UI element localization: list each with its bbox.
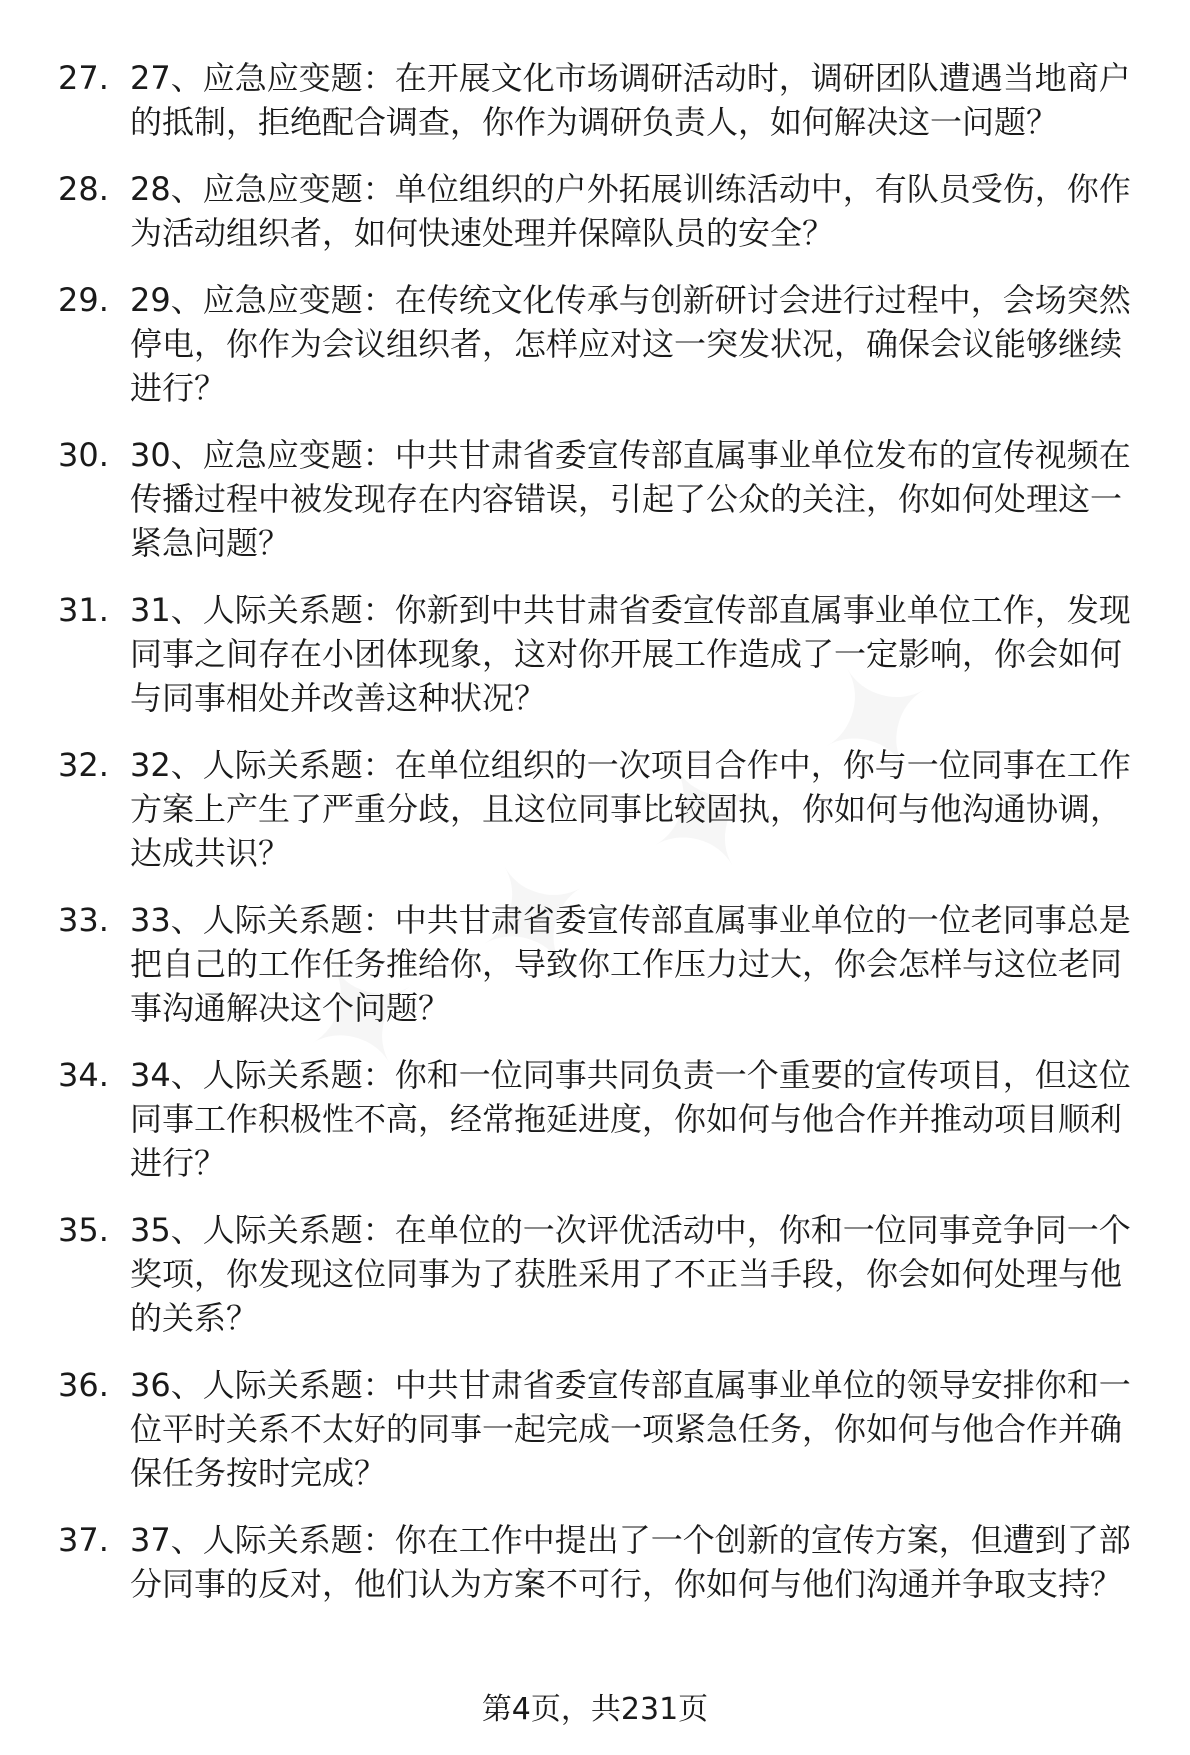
question-number: 29.: [58, 281, 109, 319]
question-text: 36、人际关系题：中共甘肃省委宣传部直属事业单位的领导安排你和一位平时关系不太好的同事一起完成一项紧急任务，你如何与他合作并确保任务按时完成？: [130, 1366, 1131, 1492]
question-number: 28.: [58, 170, 109, 208]
question-item-31: [58, 588, 1148, 720]
question-item-33: [58, 898, 1148, 1030]
question-text: 37、人际关系题：你在工作中提出了一个创新的宣传方案，但遭到了部分同事的反对，他们认为方案不可行，你如何与他们沟通并争取支持？: [130, 1521, 1131, 1603]
question-text: 27、应急应变题：在开展文化市场调研活动时，调研团队遭遇当地商户的抵制，拒绝配合调查，你作为调研负责人，如何解决这一问题？: [130, 59, 1131, 141]
question-number: 37.: [58, 1521, 109, 1559]
question-item-34: [58, 1053, 1148, 1185]
question-text: 33、人际关系题：中共甘肃省委宣传部直属事业单位的一位老同事总是把自己的工作任务推给你，导致你工作压力过大，你会怎样与这位老同事沟通解决这个问题？: [130, 901, 1131, 1027]
question-number: 36.: [58, 1366, 109, 1404]
question-number: 27.: [58, 59, 109, 97]
question-number: 35.: [58, 1211, 109, 1249]
question-text: 34、人际关系题：你和一位同事共同负责一个重要的宣传项目，但这位同事工作积极性不高，经常拖延进度，你如何与他合作并推动项目顺利进行？: [130, 1056, 1131, 1182]
question-text: 35、人际关系题：在单位的一次评优活动中，你和一位同事竞争同一个奖项，你发现这位同事为了获胜采用了不正当手段，你会如何处理与他的关系？: [130, 1211, 1131, 1337]
question-number: 32.: [58, 746, 109, 784]
page-footer: 第4页，共231页: [481, 1692, 709, 1727]
question-number: 30.: [58, 436, 109, 474]
question-text: 31、人际关系题：你新到中共甘肃省委宣传部直属事业单位工作，发现同事之间存在小团体现象，这对你开展工作造成了一定影响，你会如何与同事相处并改善这种状况？: [130, 591, 1131, 717]
question-number: 33.: [58, 901, 109, 939]
question-text: 32、人际关系题：在单位组织的一次项目合作中，你与一位同事在工作方案上产生了严重分歧，且这位同事比较固执，你如何与他沟通协调，达成共识？: [130, 746, 1131, 872]
question-item-28: [58, 167, 1148, 255]
question-list: [58, 56, 1148, 1629]
question-item-36: [58, 1363, 1148, 1495]
question-item-37: [58, 1518, 1148, 1606]
question-item-27: [58, 56, 1148, 144]
question-text: 30、应急应变题：中共甘肃省委宣传部直属事业单位发布的宣传视频在传播过程中被发现存在内容错误，引起了公众的关注，你如何处理这一紧急问题？: [130, 436, 1131, 562]
question-item-29: [58, 278, 1148, 410]
question-text: 28、应急应变题：单位组织的户外拓展训练活动中，有队员受伤，你作为活动组织者，如何快速处理并保障队员的安全？: [130, 170, 1131, 252]
question-number: 34.: [58, 1056, 109, 1094]
question-item-35: [58, 1208, 1148, 1340]
question-text: 29、应急应变题：在传统文化传承与创新研讨会进行过程中，会场突然停电，你作为会议组织者，怎样应对这一突发状况，确保会议能够继续进行？: [130, 281, 1131, 407]
question-number: 31.: [58, 591, 109, 629]
question-item-32: [58, 743, 1148, 875]
question-item-30: [58, 433, 1148, 565]
